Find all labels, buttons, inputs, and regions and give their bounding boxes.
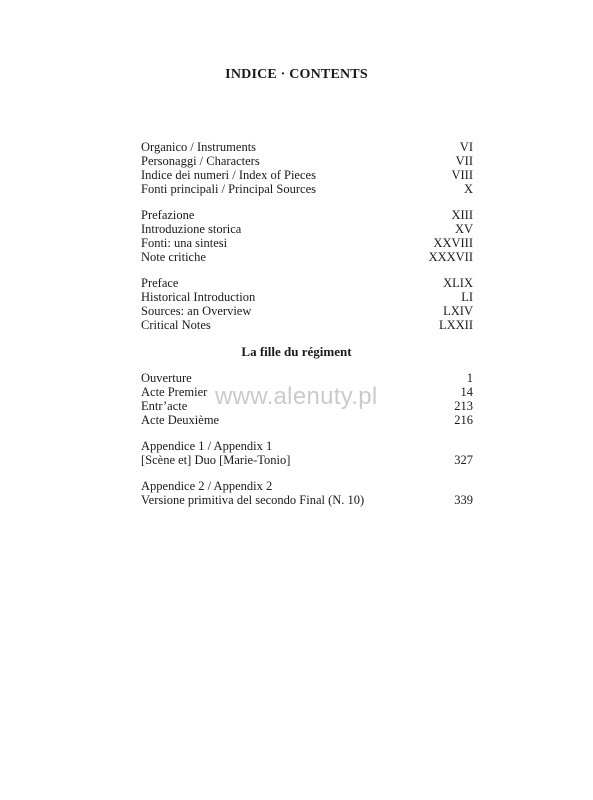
toc-entry-label: Acte Deuxième — [141, 413, 220, 427]
toc-entry-label: [Scène et] Duo [Marie-Tonio] — [141, 453, 291, 467]
toc-entry-label: Sources: an Overview — [141, 304, 252, 318]
toc-entry-page: VIII — [451, 168, 473, 182]
page-title: INDICE · CONTENTS — [225, 67, 368, 82]
toc-entry — [141, 453, 473, 467]
toc-entry-label: Entr’acte — [141, 399, 188, 413]
toc-entry-page: 339 — [454, 493, 473, 507]
toc-entry-label: Prefazione — [141, 208, 195, 222]
toc-entry-page: 1 — [466, 371, 473, 385]
toc-entry-page: X — [463, 182, 473, 196]
toc-entry-page: VII — [455, 154, 473, 168]
toc-entry-label: Critical Notes — [141, 318, 211, 332]
toc-entry-label: Appendice 2 / Appendix 2 — [141, 479, 273, 493]
toc-entry-label: Preface — [141, 276, 179, 290]
toc-entry-page: LI — [461, 290, 473, 304]
toc-entry-page: XXVIII — [433, 236, 473, 250]
toc-entry — [141, 290, 473, 304]
toc-entry-page: XLIX — [443, 276, 473, 290]
toc-entry — [141, 222, 473, 236]
toc-entry-page: 14 — [460, 385, 473, 399]
toc-entry-label: Versione primitiva del secondo Final (N. 10) — [141, 493, 365, 507]
toc-entry-label: Organico / Instruments — [141, 140, 257, 154]
toc-entry — [141, 479, 473, 493]
toc-entry — [141, 304, 473, 318]
watermark: www.alenuty.pl — [215, 383, 378, 410]
toc-entry — [141, 318, 473, 332]
toc-entry-label: Fonti principali / Principal Sources — [141, 182, 316, 196]
toc-entry-label: Ouverture — [141, 371, 192, 385]
toc-entry-label: Historical Introduction — [141, 290, 256, 304]
toc-entry-label: Note critiche — [141, 250, 206, 264]
toc-entry-page: LXXII — [438, 318, 473, 332]
toc-entry-label: Personaggi / Characters — [141, 154, 260, 168]
toc-entry-page: XXXVII — [428, 250, 473, 264]
toc-entry-page: XIII — [451, 208, 473, 222]
toc-entry-label: Fonti: una sintesi — [141, 236, 228, 250]
toc-entry-page: XV — [454, 222, 473, 236]
toc-entry — [141, 154, 473, 168]
opera-title: La fille du régiment — [241, 344, 352, 359]
toc-entry — [141, 140, 473, 154]
toc-entry-label: Acte Premier — [141, 385, 208, 399]
toc-entry — [141, 250, 473, 264]
toc-entry-page: VI — [459, 140, 473, 154]
toc-entry — [141, 236, 473, 250]
toc-entry-page: 216 — [454, 413, 473, 427]
toc-entry — [141, 276, 473, 290]
toc-entry-label: Indice dei numeri / Index of Pieces — [141, 168, 316, 182]
toc-entry — [141, 168, 473, 182]
toc-entry-page: 213 — [454, 399, 473, 413]
toc-entry — [141, 439, 473, 453]
toc-entry — [141, 493, 473, 507]
toc-entry — [141, 208, 473, 222]
toc-entry — [141, 413, 473, 427]
toc-entry-page: 327 — [454, 453, 473, 467]
toc-entry-page: LXIV — [443, 304, 473, 318]
toc-entry-label: Introduzione storica — [141, 222, 242, 236]
toc-entry — [141, 182, 473, 196]
toc-entry-label: Appendice 1 / Appendix 1 — [141, 439, 273, 453]
